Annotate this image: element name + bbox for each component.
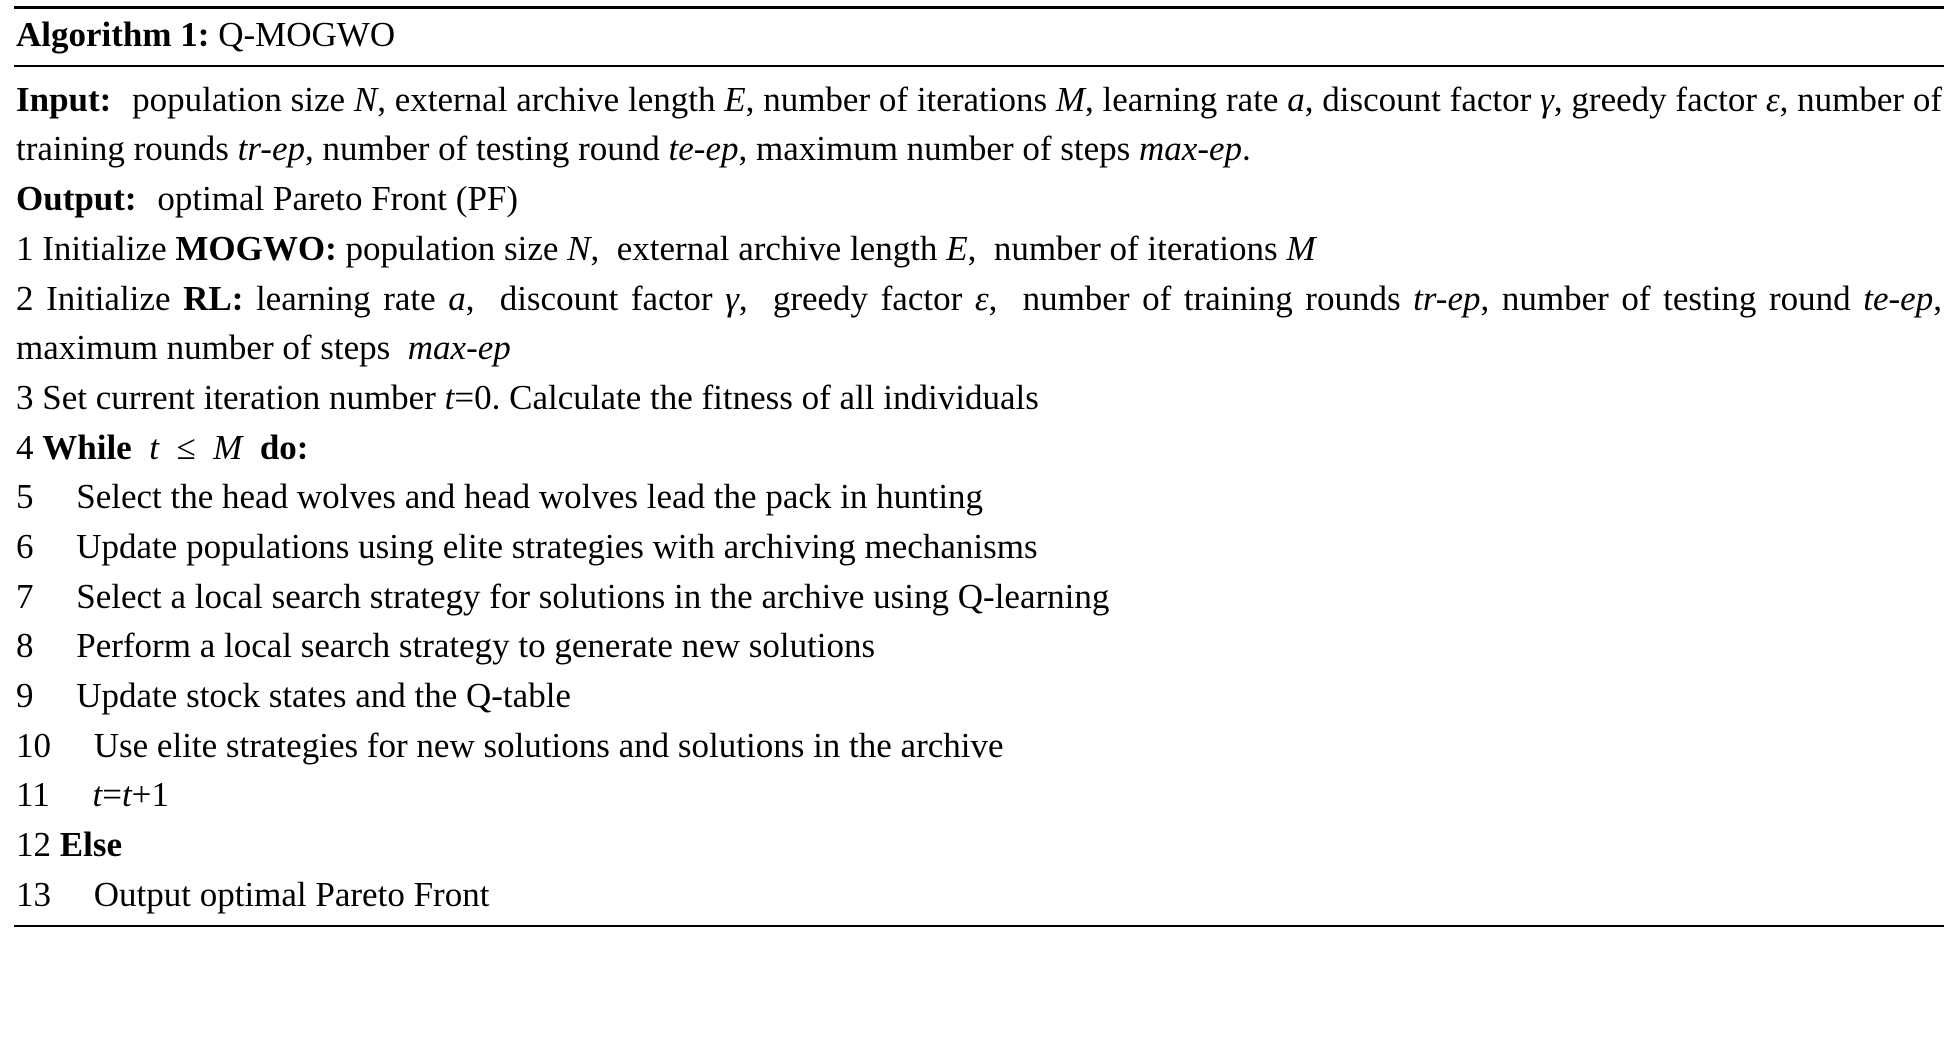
step-13: [16, 870, 1942, 920]
step-text: Initialize MOGWO: population size N, external archive length E, number of iterations M: [42, 228, 1316, 268]
step-number: 7: [16, 576, 34, 616]
step-number: 5: [16, 477, 34, 517]
step-text: t=t+1: [92, 775, 169, 815]
algorithm-output: [16, 174, 1942, 224]
step-3: [16, 373, 1942, 423]
step-text: Select a local search strategy for solutions in the archive using Q-learning: [76, 576, 1110, 616]
step-text: Set current iteration number t=0. Calculate the fitness of all individuals: [42, 377, 1039, 417]
step-text: Update stock states and the Q-table: [76, 676, 571, 715]
step-number: 11: [16, 775, 50, 815]
step-text: Select the head wolves and head wolves lead the pack in hunting: [76, 477, 984, 517]
step-5: [16, 472, 1942, 522]
algorithm-body: [14, 67, 1944, 926]
step-number: 13: [16, 874, 51, 914]
input-text: population size N, external archive length E, number of iterations M, learning rate a, discount factor γ, greedy factor ε, number of training rounds tr-ep, number of testing round te-ep, maximum number of steps max-ep.: [16, 79, 1942, 169]
step-text: Perform a local search strategy to generate new solutions: [76, 626, 876, 666]
step-number: 6: [16, 526, 34, 566]
step-number: 9: [16, 676, 34, 715]
step-number: 8: [16, 626, 34, 666]
step-number: 4: [16, 427, 34, 467]
step-text: Else: [59, 825, 122, 865]
step-12: [16, 820, 1942, 870]
step-number: 10: [16, 725, 51, 765]
step-text: Output optimal Pareto Front: [93, 874, 490, 914]
step-10: [16, 721, 1942, 771]
algorithm-input: [16, 75, 1942, 174]
input-label: Input:: [16, 79, 112, 119]
divider-bottom: [14, 925, 1944, 927]
algorithm-label: Algorithm 1:: [16, 15, 210, 54]
step-11: [16, 770, 1942, 820]
algorithm-title: Q-MOGWO: [218, 15, 396, 54]
step-1: [16, 224, 1942, 274]
algorithm-caption: [14, 9, 1944, 65]
step-text: Use elite strategies for new solutions and solutions in the archive: [93, 725, 1004, 765]
step-2: [16, 274, 1942, 373]
step-9: [16, 671, 1942, 721]
step-number: 1: [16, 228, 34, 268]
step-6: [16, 522, 1942, 572]
step-number: 3: [16, 377, 34, 417]
output-label: Output:: [16, 179, 137, 219]
algorithm-block: [0, 6, 1958, 927]
step-8: [16, 621, 1942, 671]
step-number: 12: [16, 825, 51, 865]
step-4: [16, 423, 1942, 473]
step-text: Initialize RL: learning rate a, discount factor γ, greedy factor ε, number of training rounds tr-ep, number of testing round te-ep, maximum number of steps max-ep: [16, 278, 1942, 368]
output-text: optimal Pareto Front (PF): [157, 179, 519, 219]
step-7: [16, 572, 1942, 622]
step-text: Update populations using elite strategies with archiving mechanisms: [76, 526, 1038, 566]
step-text: While t ≤ M do:: [42, 427, 309, 467]
step-number: 2: [16, 278, 34, 318]
